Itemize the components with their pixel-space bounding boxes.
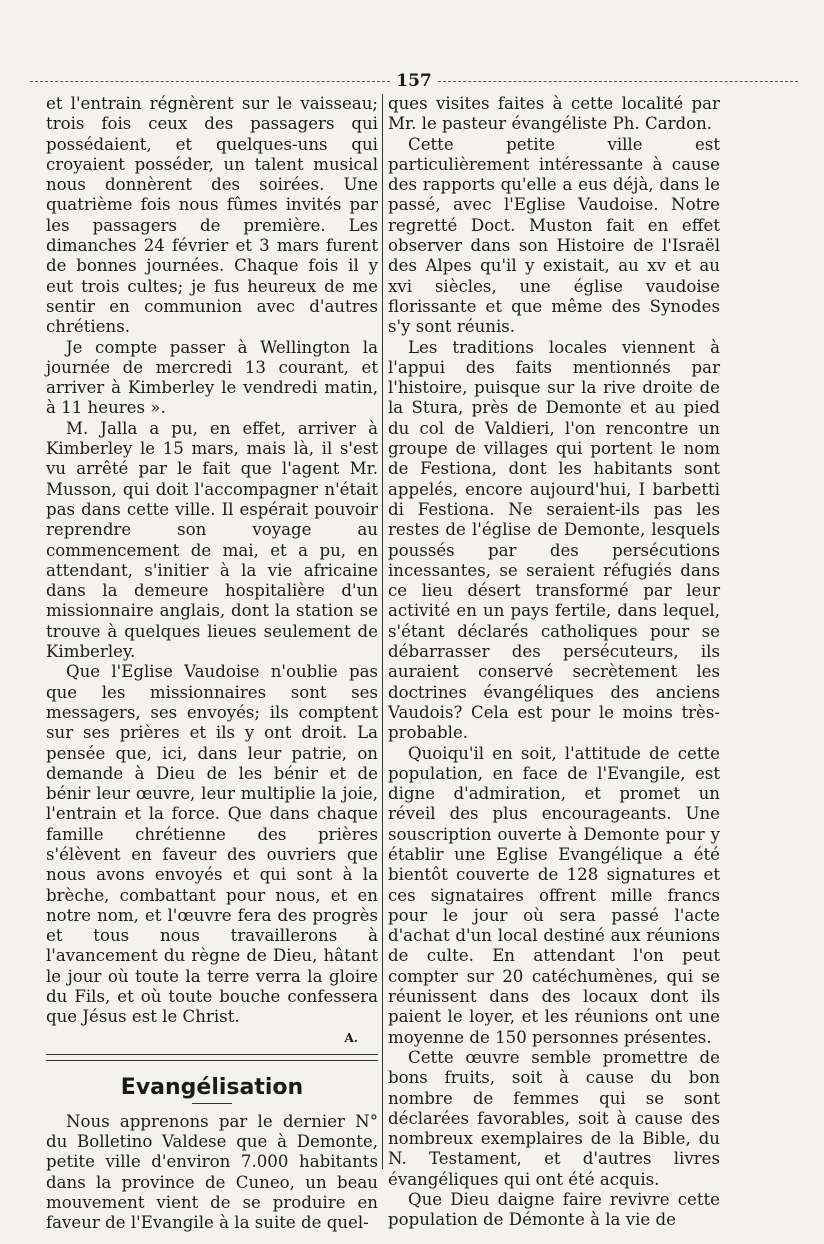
left-column: [46, 94, 378, 1233]
paragraph: Quoiqu'il en soit, l'attitude de cette population, en face de l'Evangile, est digne d'admiration, et promet un réveil des plus encourageants. Une souscription ouverte à Demonte pour y établir une Eglise Evangélique a été bientôt couverte de 128 signatures et ces signataires offrent mille francs pour le jour où sera passé l'acte d'achat d'un local destiné aux réunions de culte. En attendant l'on peut compter sur 20 catéchumènes, qui se réunissent dans des locaux dont ils paient le loyer, et les réunions ont une moyenne de 150 personnes présentes.: [388, 743, 720, 1047]
paragraph: ques visites faites à cette localité par Mr. le pasteur évangéliste Ph. Cardon.: [388, 94, 720, 134]
header-rule-left: [30, 81, 390, 82]
section-title-rule: [192, 1103, 232, 1104]
section-title: Evangélisation: [120, 1074, 304, 1100]
paragraph: Les traditions locales viennent à l'appui des faits mentionnés par l'histoire, puisque sur la rive droite de la Stura, près de Demonte et au pied du col de Valdieri, l'on rencontre un groupe de villages qui portent le nom de Festiona, dont les habitants sont appelés, encore aujourd'hui, I barbetti di Festiona. Ne seraient-ils pas les restes de l'église de Demonte, lesquels poussés par des persécutions incessantes, se seraient réfugiés dans ce lieu désert transformé par leur activité en un pays fertile, dans lequel, s'étant déclarés catholiques pour se débarrasser des persécuteurs, ils auraient conservé secrètement les doctrines évangéliques des anciens Vaudois? Cela est pour le moins très-probable.: [388, 337, 720, 743]
signature-line: [46, 1028, 378, 1044]
column-divider: [382, 94, 383, 1169]
paragraph: et l'entrain régnèrent sur le vaisseau; trois fois ceux des passagers qui possédaient, et quelques-uns qui croyaient posséder, un talent musical nous donnèrent des soirées. Une quatrième fois nous fûmes invités par les passagers de première. Les dimanches 24 février et 3 mars furent de bonnes journées. Chaque fois il y eut trois cultes; je fus heureux de me sentir en communion avec d'autres chrétiens.: [46, 94, 378, 337]
paragraph: M. Jalla a pu, en effet, arriver à Kimberley le 15 mars, mais là, il s'est vu arrêté par le fait que l'agent Mr. Musson, qui doit l'accompagner n'était pas dans cette ville. Il espérait pouvoir reprendre son voyage au commencement de mai, et a pu, en attendant, s'initier à la vie africaine dans la demeure hospitalière d'un missionnaire anglais, dont la station se trouve à quelques lieues seulement de Kimberley.: [46, 418, 378, 662]
paragraph: Je compte passer à Wellington la journée de mercredi 13 courant, et arriver à Kimberley le vendredi matin, à 11 heures ».: [46, 337, 378, 418]
page-header: [30, 70, 798, 92]
paragraph: Que l'Eglise Vaudoise n'oublie pas que les missionnaires sont ses messagers, ses envoyés; ils comptent sur ses prières et ils y ont droit. La pensée que, ici, dans leur patrie, on demande à Dieu de les bénir et de bénir leur œuvre, leur multiplie la joie, l'entrain et la force. Que dans chaque famille chrétienne des prières s'élèvent en faveur des ouvriers que nous avons envoyés et qui sont à la brèche, combattant pour nous, et en notre nom, et l'œuvre fera des progrès et tous nous travaillerons à l'avancement du règne de Dieu, hâtant le jour où toute la terre verra la gloire du Fils, et où toute bouche confessera que Jésus est le Christ.: [46, 662, 378, 1027]
paragraph: Cette petite ville est particulièrement intéressante à cause des rapports qu'elle a eus déjà, dans le passé, avec l'Eglise Vaudoise. Notre regretté Doct. Muston fait en effet observer dans son Histoire de l'Israël des Alpes qu'il y existait, au xv et au xvi siècles, une église vaudoise florissante et que même des Synodes s'y sont réunis.: [388, 134, 720, 337]
paragraph: Nous apprenons par le dernier N° du Bolletino Valdese que à Demonte, petite ville d'environ 7.000 habitants dans la province de Cuneo, un beau mouvement vient de se produire en faveur de l'Evangile à la suite de quel-: [46, 1111, 378, 1233]
paragraph: Que Dieu daigne faire revivre cette population de Démonte à la vie de: [388, 1190, 720, 1230]
paragraph: Cette œuvre semble promettre de bons fruits, soit à cause du bon nombre de femmes qui se sont déclarées favorables, soit à cause des nombreux exemplaires de la Bible, du N. Testament, et d'autres livres évangéliques qui ont été acquis.: [388, 1047, 720, 1189]
section-separator: [46, 1054, 378, 1061]
signature: A.: [344, 1030, 358, 1045]
header-rule-right: [438, 81, 798, 82]
page-number: 157: [396, 71, 432, 91]
right-column: [388, 94, 720, 1231]
